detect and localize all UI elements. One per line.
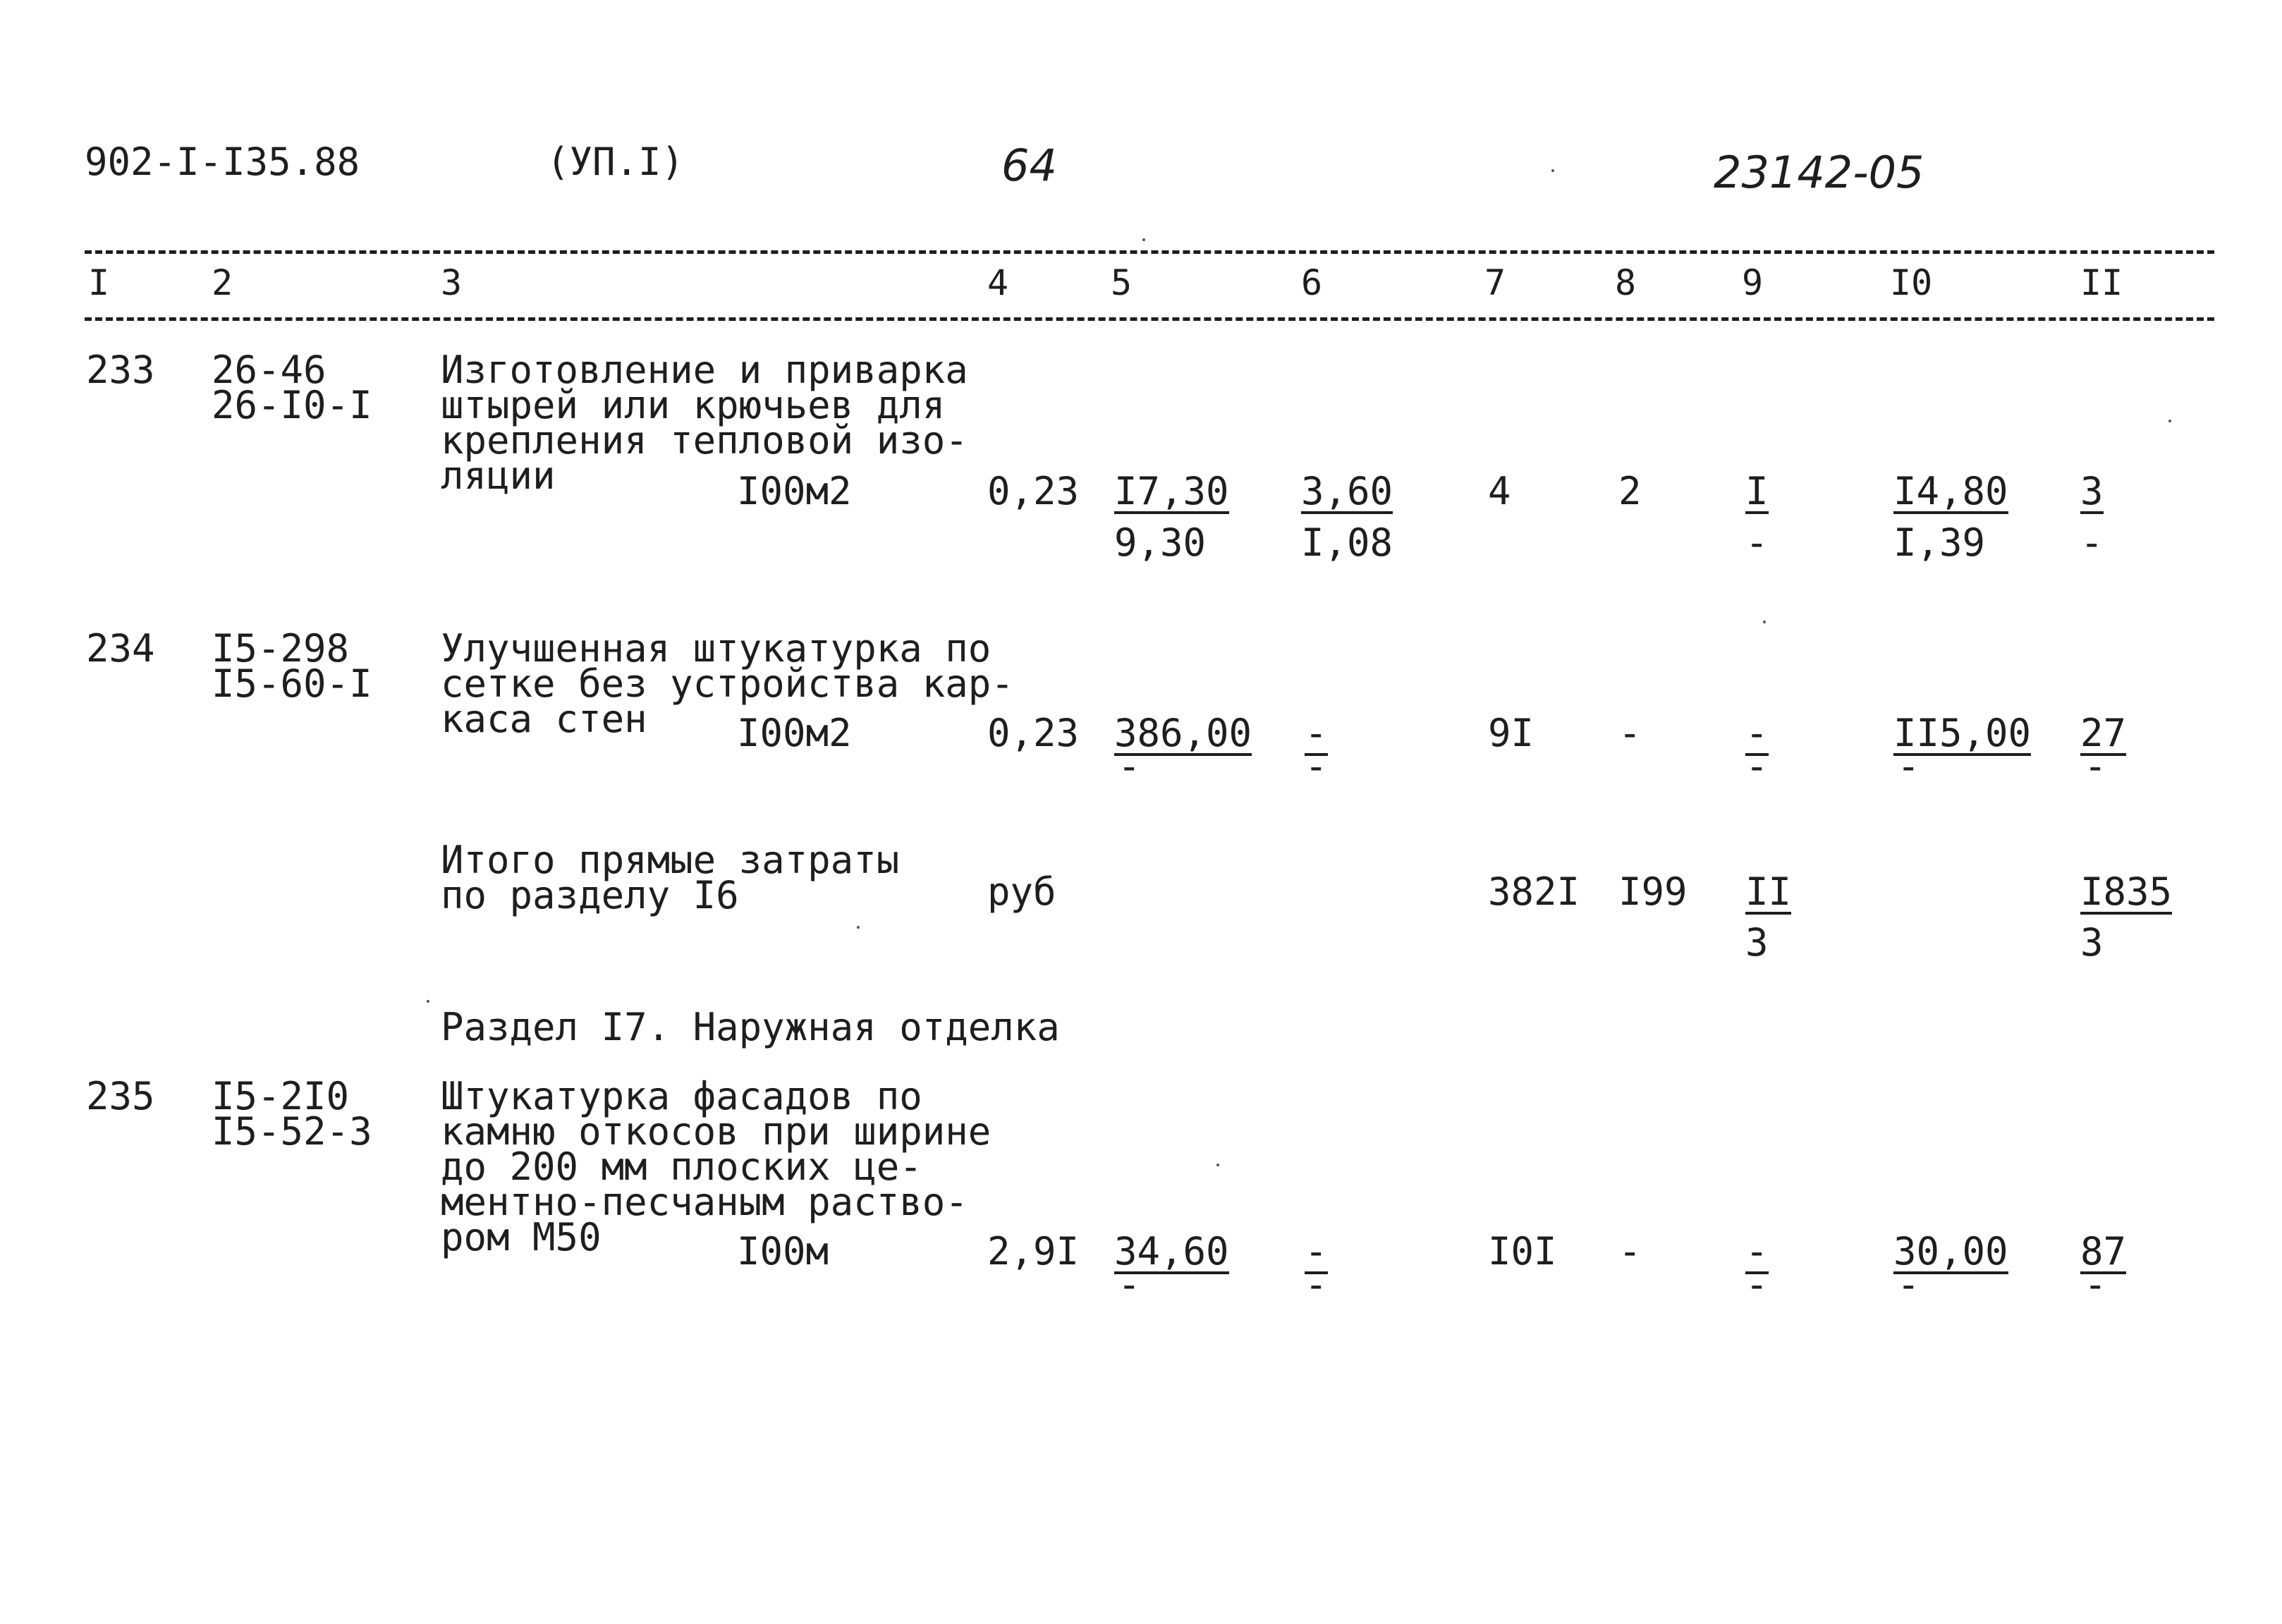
column-header-4: 4 (987, 262, 1009, 303)
labor-unit-machinist: - (1897, 1262, 1920, 1307)
price-code: 26-I0-I (212, 383, 372, 427)
machine-wages: - (1305, 744, 1328, 788)
wages-total: - (1618, 711, 1642, 755)
norm-code: 26-46 (212, 348, 327, 392)
unit-cost-total: 386,00 (1114, 711, 1252, 755)
machine-total: I (1745, 469, 1769, 513)
archive-number: 23142-05 (1714, 147, 1924, 198)
work-description (441, 626, 1014, 741)
unit-cost-wages: 9,30 (1114, 520, 1207, 565)
description-line: до 200 мм плоских це- (441, 1144, 922, 1189)
description-line: сетке без устройства кар- (441, 661, 1014, 706)
row-number: 235 (86, 1074, 155, 1118)
unit: I00м2 (737, 711, 852, 755)
unit: I00м (737, 1229, 829, 1274)
unit-cost-total: 34,60 (1114, 1229, 1229, 1274)
machine-total-wages: - (1745, 744, 1769, 788)
labor-unit: II5,00 (1893, 711, 2032, 755)
total-cost: 9I (1488, 711, 1534, 755)
machine-total: - (1745, 711, 1769, 755)
labor-unit: 30,00 (1893, 1229, 2008, 1274)
machine-total-wages: - (1745, 1262, 1769, 1307)
description-line: крепления тепловой изо- (441, 418, 968, 463)
wages-total: 2 (1618, 469, 1642, 513)
column-header-9: 9 (1742, 262, 1764, 303)
currency-unit: руб (987, 869, 1056, 914)
column-header-11: II (2080, 262, 2123, 303)
description-line: ментно-песчаным раство- (441, 1180, 968, 1224)
header-bottom-rule (85, 317, 2214, 321)
scan-speck (1551, 169, 1554, 172)
column-header-6: 6 (1301, 262, 1323, 303)
labor-total-machinist: 3 (2080, 920, 2104, 965)
wages-total: - (1618, 1229, 1642, 1274)
description-line: ром М50 (441, 1215, 602, 1259)
column-header-5: 5 (1111, 262, 1133, 303)
column-header-8: 8 (1615, 262, 1637, 303)
column-header-7: 7 (1484, 262, 1506, 303)
volume-label: (УП.I) (547, 140, 685, 184)
row-number: 233 (86, 348, 155, 392)
machine-total: - (1745, 1229, 1769, 1274)
unit-cost-wages: - (1118, 1262, 1141, 1307)
description-line: Улучшенная штукатурка по (441, 626, 991, 671)
labor-total: 27 (2080, 711, 2127, 755)
total-cost: 4 (1488, 469, 1511, 513)
column-header-10: I0 (1890, 262, 1933, 303)
description-line: камню откосов при ширине (441, 1109, 991, 1154)
quantity: 0,23 (987, 711, 1080, 755)
description-line: ляции (441, 453, 556, 498)
unit-cost-total: I7,30 (1114, 469, 1229, 513)
norm-code: I5-2I0 (212, 1074, 350, 1118)
norm-code: I5-298 (212, 626, 350, 671)
machine-total-wages: 3 (1745, 920, 1769, 965)
labor-total-machinist: - (2084, 744, 2107, 788)
labor-total-machinist: - (2084, 1262, 2107, 1307)
description-line: штырей или крючьев для (441, 383, 946, 427)
scan-speck (1763, 621, 1766, 623)
column-header-1: I (88, 262, 110, 303)
work-description (441, 1074, 991, 1259)
description-line: Изготовление и приварка (441, 348, 968, 392)
machine-total: II (1745, 869, 1792, 914)
total-cost: I0I (1488, 1229, 1557, 1274)
description-line: каса стен (441, 697, 647, 741)
column-header-3: 3 (441, 262, 463, 303)
header-top-rule (85, 250, 2214, 254)
description-line: Штукатурка фасадов по (441, 1074, 922, 1118)
column-header-2: 2 (212, 262, 233, 303)
scan-speck (2168, 420, 2171, 422)
scan-speck (857, 926, 860, 929)
description-line: Итого прямые затраты (441, 838, 900, 882)
unit: I00м2 (737, 469, 852, 513)
price-code: I5-60-I (212, 661, 372, 706)
scan-speck (1142, 238, 1145, 241)
unit-cost-wages: - (1118, 744, 1141, 788)
price-code: I5-52-3 (212, 1109, 372, 1154)
document-code: 902-I-I35.88 (85, 140, 360, 184)
work-description (441, 348, 968, 498)
wages-total: I99 (1618, 869, 1688, 914)
labor-unit-machinist: - (1897, 744, 1920, 788)
total-cost: 382I (1488, 869, 1580, 914)
labor-total: 3 (2080, 469, 2104, 513)
scan-speck (1216, 1164, 1219, 1166)
machine-cost: - (1305, 1229, 1328, 1274)
section-title: Раздел I7. Наружная отделка (441, 1005, 1060, 1049)
labor-unit-machinist: I,39 (1893, 520, 1986, 565)
labor-unit: I4,80 (1893, 469, 2008, 513)
row-number: 234 (86, 626, 155, 671)
machine-cost: - (1305, 711, 1328, 755)
labor-total: I835 (2080, 869, 2173, 914)
quantity: 0,23 (987, 469, 1080, 513)
scan-speck (427, 1000, 429, 1003)
machine-wages: I,08 (1301, 520, 1393, 565)
labor-total: 87 (2080, 1229, 2127, 1274)
machine-cost: 3,60 (1301, 469, 1393, 513)
quantity: 2,9I (987, 1229, 1080, 1274)
page-number: 64 (1001, 140, 1057, 191)
description-line: по разделу I6 (441, 873, 739, 917)
machine-total-wages: - (1745, 520, 1769, 565)
labor-total-machinist: - (2080, 520, 2104, 565)
machine-wages: - (1305, 1262, 1328, 1307)
total-description (441, 838, 900, 917)
